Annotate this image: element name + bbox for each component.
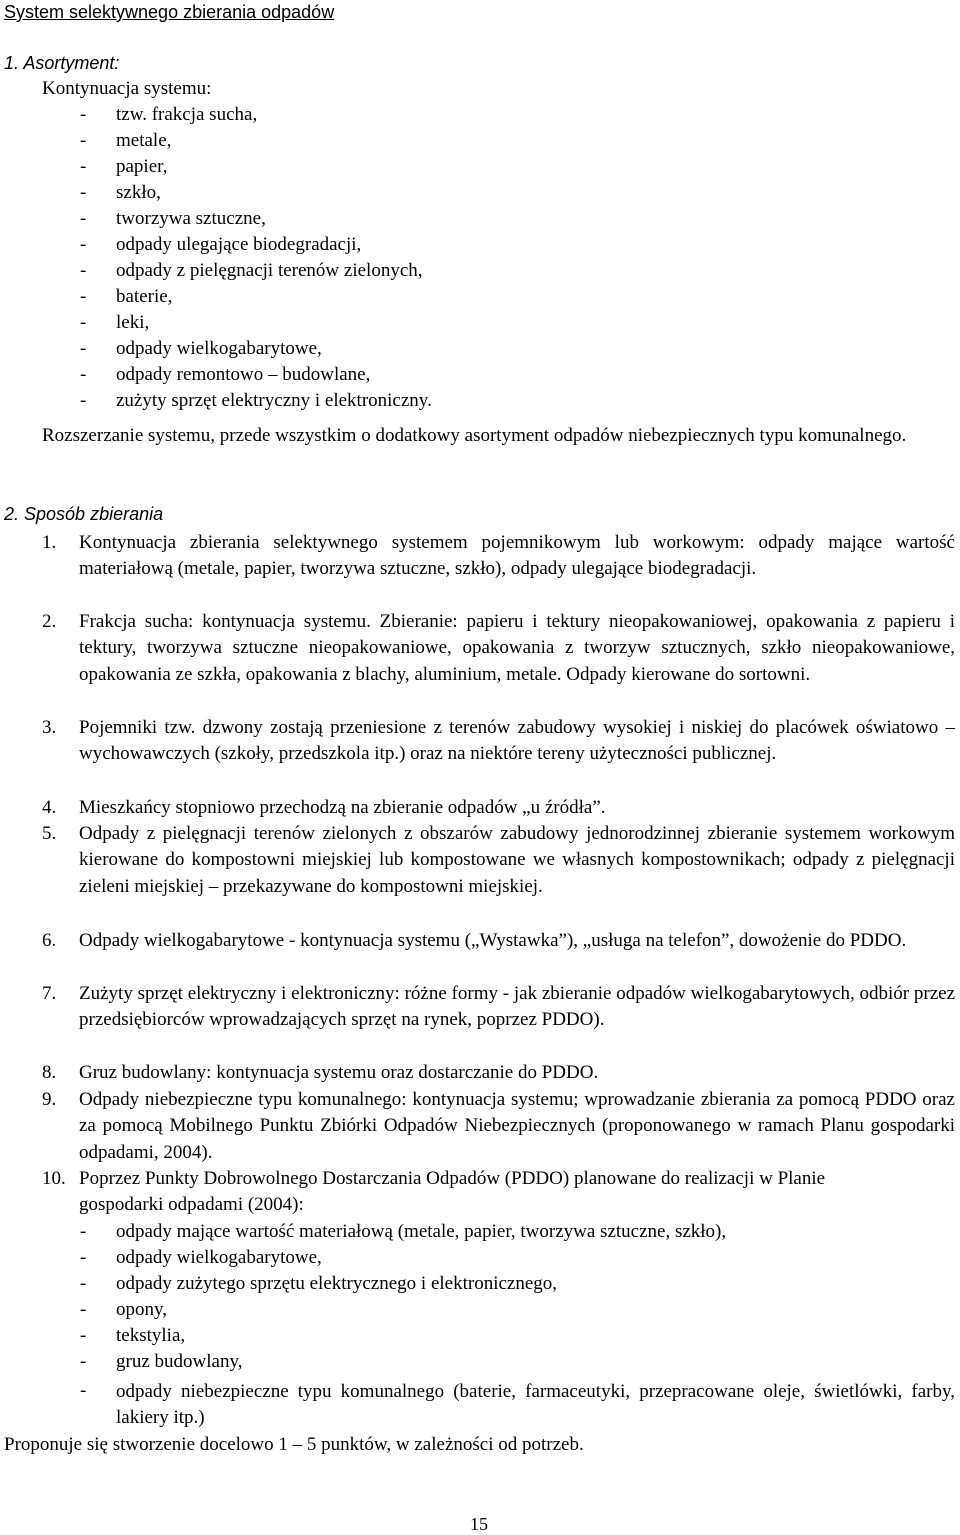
dash-marker: - bbox=[80, 338, 87, 359]
item-number: 3. bbox=[42, 717, 57, 738]
section-1-heading: 1. Asortyment: bbox=[4, 53, 120, 73]
item-number: 10. bbox=[42, 1168, 66, 1189]
list-item-text: tworzywa sztuczne, bbox=[116, 208, 266, 229]
list-item-text: odpady wielkogabarytowe, bbox=[116, 338, 322, 359]
list-item-text: odpady z pielęgnacji terenów zielonych, bbox=[116, 260, 423, 281]
dash-marker: - bbox=[80, 1273, 87, 1294]
item-text: Mieszkańcy stopniowo przechodzą na zbieranie odpadów „u źródła”. bbox=[79, 797, 606, 818]
item-text: Zużyty sprzęt elektryczny i elektroniczny: różne formy - jak zbieranie odpadów wielkogabarytowych, odbiór przez przedsiębiorców wprowadzających sprzęt na rynek, poprzez PDDO). bbox=[79, 983, 955, 1031]
section-1-intro: Kontynuacja systemu: bbox=[42, 78, 212, 99]
item-number: 7. bbox=[42, 983, 57, 1004]
item-text: Odpady wielkogabarytowe - kontynuacja systemu („Wystawka”), „usługa na telefon”, dowożenie do PDDO. bbox=[79, 930, 907, 951]
item-number: 9. bbox=[42, 1089, 57, 1110]
list-item-text: tzw. frakcja sucha, bbox=[116, 104, 258, 125]
section-2-heading: 2. Sposób zbierania bbox=[4, 504, 164, 524]
item-number: 5. bbox=[42, 823, 57, 844]
list-item-text: odpady remontowo – budowlane, bbox=[116, 364, 371, 385]
dash-marker: - bbox=[80, 208, 87, 229]
list-item-text: odpady wielkogabarytowe, bbox=[116, 1247, 322, 1268]
dash-marker: - bbox=[80, 1380, 87, 1401]
dash-marker: - bbox=[80, 104, 87, 125]
dash-marker: - bbox=[80, 1325, 87, 1346]
list-item-text: zużyty sprzęt elektryczny i elektroniczny. bbox=[116, 390, 432, 411]
dash-marker: - bbox=[80, 1221, 87, 1242]
item-number: 4. bbox=[42, 797, 57, 818]
dash-marker: - bbox=[80, 130, 87, 151]
dash-marker: - bbox=[80, 390, 87, 411]
dash-marker: - bbox=[80, 364, 87, 385]
page-number: 15 bbox=[470, 1514, 488, 1534]
extension-paragraph: Rozszerzanie systemu, przede wszystkim o dodatkowy asortyment odpadów niebezpiecznych typu komunalnego. bbox=[42, 425, 907, 446]
dash-marker: - bbox=[80, 260, 87, 281]
item-text: Odpady z pielęgnacji terenów zielonych z obszarów zabudowy jednorodzinnej zbieranie systemem workowym kierowane do kompostowni miejskiej lub kompostowane we własnych kompostownikach; odpady z pielęgnacji zieleni miejskiej – przekazywane do kompostowni miejskiej. bbox=[79, 823, 955, 897]
dash-marker: - bbox=[80, 182, 87, 203]
item-text: Pojemniki tzw. dzwony zostają przeniesione z terenów zabudowy wysokiej i niskiej do placówek oświatowo – wychowawczych (szkoły, przedszkola itp.) oraz na niektóre tereny użyteczności publicznej. bbox=[79, 717, 955, 765]
list-item-text: leki, bbox=[116, 312, 150, 333]
dash-marker: - bbox=[80, 156, 87, 177]
list-item-text: odpady zużytego sprzętu elektrycznego i elektronicznego, bbox=[116, 1273, 558, 1294]
item-text: Frakcja sucha: kontynuacja systemu. Zbieranie: papieru i tektury nieopakowaniowej, opakowania z papieru i tektury, tworzywa sztuczne nieopakowaniowe, opakowania z tworzyw sztucznych, szkło nieopakowaniowe, opakowania ze szkła, opakowania z blachy, aluminium, metale. Odpady kierowane do sortowni. bbox=[79, 611, 955, 685]
dash-marker: - bbox=[80, 1299, 87, 1320]
item-text: Kontynuacja zbierania selektywnego systemem pojemnikowym lub workowym: odpady mające wartość materiałową (metale, papier, tworzywa sztuczne, szkło), odpady ulegające biodegradacji. bbox=[79, 532, 955, 580]
list-item-text: opony, bbox=[116, 1299, 168, 1320]
dash-marker: - bbox=[80, 312, 87, 333]
dash-marker: - bbox=[80, 1351, 87, 1372]
list-item-text: odpady mające wartość materiałową (metale, papier, tworzywa sztuczne, szkło), bbox=[116, 1221, 727, 1242]
list-item-text: metale, bbox=[116, 130, 172, 151]
item-text: Gruz budowlany: kontynuacja systemu oraz dostarczanie do PDDO. bbox=[79, 1062, 599, 1083]
list-item-text: odpady niebezpieczne typu komunalnego (baterie, farmaceutyki, przepracowane oleje, świetlówki, farby, lakiery itp.) bbox=[116, 1381, 955, 1429]
dash-marker: - bbox=[80, 286, 87, 307]
list-item-text: tekstylia, bbox=[116, 1325, 186, 1346]
item-text: Poprzez Punkty Dobrowolnego Dostarczania Odpadów (PDDO) planowane do realizacji w Planie gospodarki odpadami (2004): bbox=[79, 1168, 826, 1216]
list-item-text: szkło, bbox=[116, 182, 161, 203]
dash-marker: - bbox=[80, 1247, 87, 1268]
item-number: 1. bbox=[42, 532, 57, 553]
list-item-text: papier, bbox=[116, 156, 168, 177]
document-title: System selektywnego zbierania odpadów bbox=[4, 2, 335, 22]
item-text: Odpady niebezpieczne typu komunalnego: kontynuacja systemu; wprowadzanie zbierania za pomocą PDDO oraz za pomocą Mobilnego Punktu Zbiórki Odpadów Niebezpiecznych (proponowanego w ramach Planu gospodarki odpadami, 2004). bbox=[79, 1089, 955, 1163]
list-item-text: odpady ulegające biodegradacji, bbox=[116, 234, 362, 255]
list-item-text: gruz budowlany, bbox=[116, 1351, 243, 1372]
dash-marker: - bbox=[80, 234, 87, 255]
item-number: 6. bbox=[42, 930, 57, 951]
item-number: 2. bbox=[42, 611, 57, 632]
list-item-text: baterie, bbox=[116, 286, 173, 307]
conclusion-paragraph: Proponuje się stworzenie docelowo 1 – 5 punktów, w zależności od potrzeb. bbox=[4, 1434, 584, 1455]
item-number: 8. bbox=[42, 1062, 57, 1083]
